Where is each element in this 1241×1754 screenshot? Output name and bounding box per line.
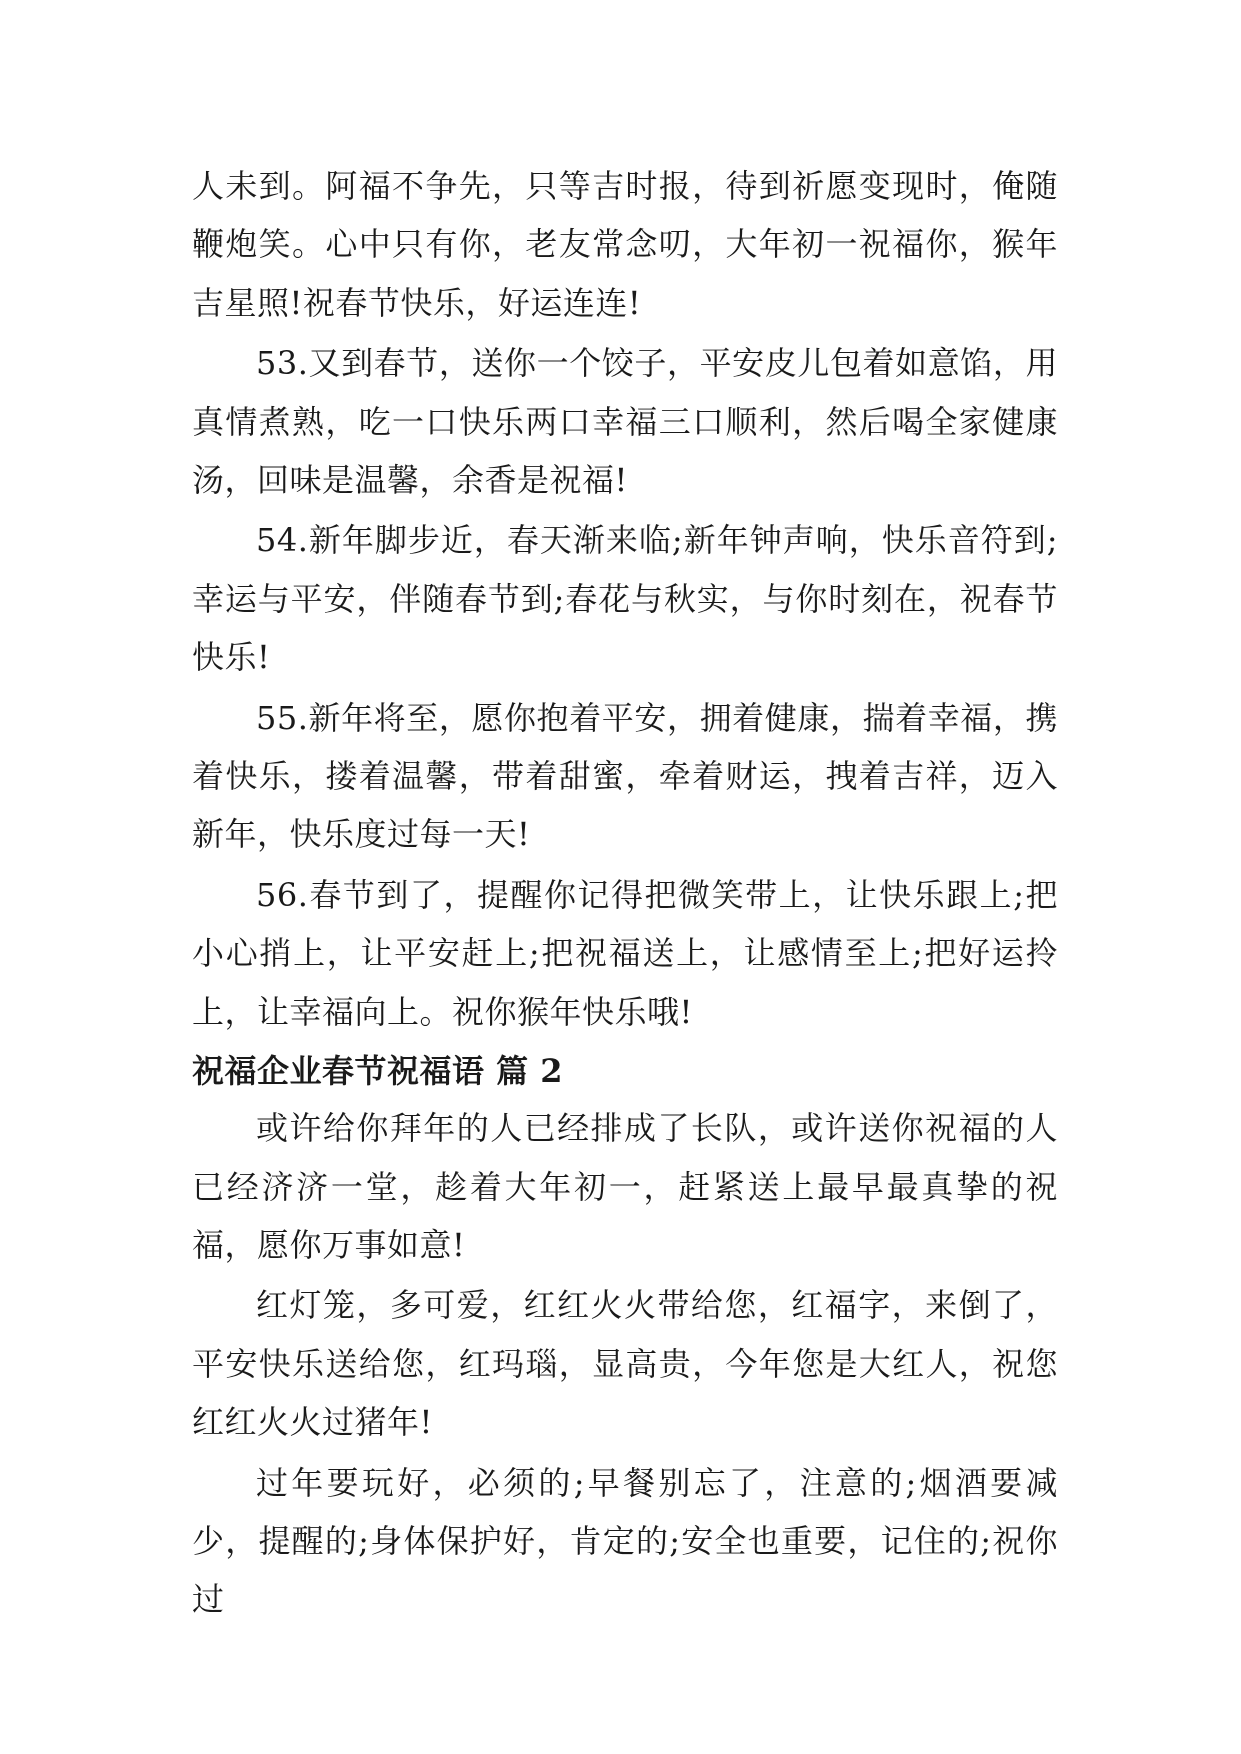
paragraph-new-year-greeting: 或许给你拜年的人已经排成了长队，或许送你祝福的人已经济济一堂，趁着大年初一，赶紧送上最早最真挚的祝福，愿你万事如意! xyxy=(192,1109,1058,1264)
paragraph-red-lantern: 红灯笼，多可爱，红红火火带给您，红福字，来倒了，平安快乐送给您，红玛瑙，显高贵，今年您是大红人，祝您红红火火过猪年! xyxy=(192,1286,1058,1442)
paragraph-54: 54.新年脚步近，春天渐来临;新年钟声响，快乐音符到;幸运与平安，伴随春节到;春花与秋实，与你时刻在，祝春节快乐! xyxy=(192,521,1058,677)
paragraph-55: 55.新年将至，愿你抱着平安，拥着健康，揣着幸福，携着快乐，搂着温馨，带着甜蜜，牵着财运，拽着吉祥，迈入新年，快乐度过每一天! xyxy=(192,698,1058,854)
paragraph-56: 56.春节到了，提醒你记得把微笑带上，让快乐跟上;把小心捎上，让平安赶上;把祝福送上，让感情至上;把好运拎上，让幸福向上。祝你猴年快乐哦! xyxy=(192,875,1058,1031)
section-title: 祝福企业春节祝福语 篇 2 xyxy=(192,1052,564,1091)
paragraph-continued: 人未到。阿福不争先，只等吉时报，待到祈愿变现时，俺随鞭炮笑。心中只有你，老友常念叨，大年初一祝福你，猴年吉星照!祝春节快乐，好运连连! xyxy=(192,167,1058,322)
document-page xyxy=(192,157,1058,1631)
paragraph-53: 53.又到春节，送你一个饺子，平安皮儿包着如意馅，用真情煮熟，吃一口快乐两口幸福三口顺利，然后喝全家健康汤，回味是温馨，余香是祝福! xyxy=(192,344,1058,500)
paragraph-holiday-reminder: 过年要玩好，必须的;早餐别忘了，注意的;烟酒要减少，提醒的;身体保护好，肯定的;安全也重要，记住的;祝你过 xyxy=(192,1463,1058,1619)
